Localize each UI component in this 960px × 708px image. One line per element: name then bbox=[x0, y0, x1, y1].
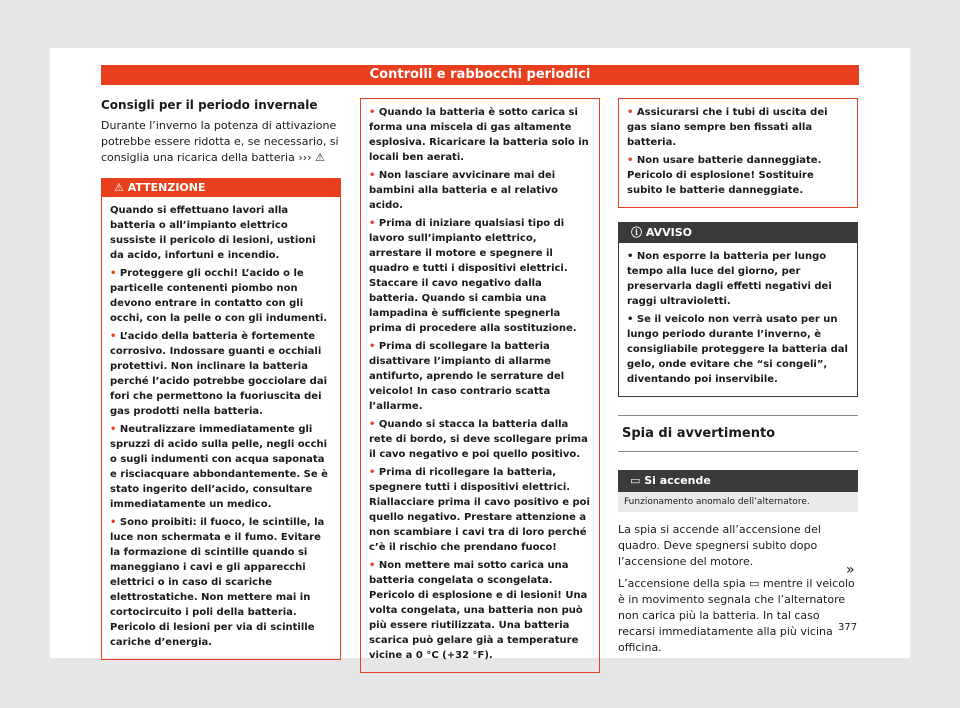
continue-arrow-icon: » bbox=[846, 562, 855, 578]
attenzione-intro: Quando si effettuano lavori alla batteria o all’impianto elettrico sussiste il pericolo di lesioni, ustioni da acido, infortuni e incendio. bbox=[110, 205, 316, 261]
info-icon: ⓘ bbox=[631, 226, 646, 239]
list-item: • Non mettere mai sotto carica una batteria congelata o scongelata. Pericolo di esplosione e di lesioni! Una volta congelata, una batteria non può più essere riutilizzata. Una batteria scarica può gelare già a temperature vicine a 0 °C (+32 °F). bbox=[369, 560, 588, 661]
attenzione-header: ⚠ ATTENZIONE bbox=[102, 179, 340, 197]
spia-text bbox=[618, 522, 858, 656]
bullet-icon: • bbox=[369, 560, 379, 571]
page-header: Controlli e rabbocchi periodici bbox=[101, 65, 859, 85]
bullet-icon: • bbox=[110, 268, 120, 279]
bullet-icon: • bbox=[369, 218, 379, 229]
bullet-icon: • bbox=[369, 467, 379, 478]
battery-icon: ▭ bbox=[630, 474, 645, 487]
list-item: • Assicurarsi che i tubi di uscita dei gas siano sempre ben fissati alla batteria. bbox=[627, 107, 828, 148]
list-item: • Quando la batteria è sotto carica si forma una miscela di gas altamente esplosiva. Ricaricare la batteria solo in locali ben aerati. bbox=[369, 107, 589, 163]
list-item: • Proteggere gli occhi! L’acido o le particelle contenenti piombo non devono entrare in contatto con gli occhi, con la pelle o con gli indumenti. bbox=[110, 268, 328, 324]
avviso-body bbox=[619, 243, 857, 396]
attenzione-body bbox=[102, 197, 340, 659]
bullet-icon: • bbox=[627, 314, 637, 325]
column-2 bbox=[360, 98, 600, 673]
bullet-icon: • bbox=[627, 107, 637, 118]
bullet-icon: • bbox=[369, 170, 379, 181]
list-item: • Non esporre la batteria per lungo tempo alla luce del giorno, per preservarla dagli effetti negativi dei raggi ultravioletti. bbox=[627, 251, 832, 307]
list-item: • Se il veicolo non verrà usato per un lungo periodo durante l’inverno, è consigliabile proteggere la batteria dal gelo, onde evitare che “si congeli”, diventando poi inservibile. bbox=[627, 314, 848, 385]
bullet-icon: • bbox=[369, 419, 379, 430]
bullet-icon: • bbox=[110, 331, 120, 342]
avviso-header: ⓘ AVVISO bbox=[619, 223, 857, 243]
bullet-icon: • bbox=[369, 107, 379, 118]
list-item: • Prima di ricollegare la batteria, spegnere tutti i dispositivi elettrici. Riallacciare prima il cavo positivo e poi quello negativo. Prestare attenzione a non scambiare i cavi tra di loro perché c’è il rischio che prendano fuoco! bbox=[369, 467, 590, 553]
list-item: • Quando si stacca la batteria dalla rete di bordo, si deve scollegare prima il cavo negativo e poi quello positivo. bbox=[369, 419, 588, 460]
bullet-icon: • bbox=[627, 155, 637, 166]
attenzione-end-box bbox=[618, 98, 858, 208]
bullet-icon: • bbox=[627, 251, 637, 262]
column-1 bbox=[101, 98, 341, 660]
attenzione-box bbox=[101, 178, 341, 660]
spia-bar: ▭ Si accende bbox=[618, 470, 858, 492]
list-item: • L’acido della batteria è fortemente corrosivo. Indossare guanti e occhiali protettivi. Non inclinare la batteria perché l’acido potrebbe gocciolare dai fori che permettono la fuoriuscita dei gas prodotti nella batteria. bbox=[110, 331, 328, 417]
column-3 bbox=[618, 98, 858, 662]
list-item: • Neutralizzare immediatamente gli spruzzi di acido sulla pelle, negli occhi o sugli indumenti con acqua saponata e risciacquare abbondantemente. Se è stato ingerito dell’acido, consultare immediatamente un medico. bbox=[110, 424, 328, 510]
warning-icon: ⚠ bbox=[114, 181, 128, 194]
paragraph: L’accensione della spia ▭ mentre il veicolo è in movimento segnala che l’alternatore non carica più la batteria. In tal caso recarsi immediatamente alla più vicina officina. bbox=[618, 577, 855, 654]
intro-text: Durante l’inverno la potenza di attivazione potrebbe essere ridotta e, se necessario, si consiglia una ricarica della batteria ››› ⚠ bbox=[101, 119, 339, 164]
list-item: • Prima di scollegare la batteria disattivare l’impianto di allarme antifurto, aprendo le serrature del veicolo! In caso contrario scatta l’allarme. bbox=[369, 341, 565, 412]
section-heading: Consigli per il periodo invernale bbox=[101, 98, 318, 112]
list-item: • Prima di iniziare qualsiasi tipo di lavoro sull’impianto elettrico, arrestare il motore e spegnere il quadro e tutti i dispositivi elettrici. Staccare il cavo negativo dalla batteria. Quando si cambia una lampadina è sufficiente spegnerla prima di procedere alla sostituzione. bbox=[369, 218, 577, 334]
list-item: • Non usare batterie danneggiate. Pericolo di esplosione! Sostituire subito le batterie danneggiate. bbox=[627, 155, 822, 196]
bullet-icon: • bbox=[110, 517, 120, 528]
spia-subtitle: Funzionamento anomalo dell’alternatore. bbox=[618, 492, 858, 512]
list-item: • Non lasciare avvicinare mai dei bambini alla batteria e al relativo acido. bbox=[369, 170, 559, 211]
spia-section-title: Spia di avvertimento bbox=[618, 415, 858, 452]
attenzione-continued-box bbox=[360, 98, 600, 673]
bullet-icon: • bbox=[369, 341, 379, 352]
page-number: 377 bbox=[838, 622, 858, 633]
list-item: • Sono proibiti: il fuoco, le scintille, la luce non schermata e il fumo. Evitare la formazione di scintille quando si maneggiano i cavi e gli apparecchi elettrici o in caso di scariche elettrostatiche. Non mettere mai in cortocircuito i poli della batteria. Pericolo di lesioni per via di scintille cariche d’energia. bbox=[110, 517, 325, 648]
bullet-icon: • bbox=[110, 424, 120, 435]
paragraph: La spia si accende all’accensione del quadro. Deve spegnersi subito dopo l’accensione del motore. bbox=[618, 523, 821, 568]
avviso-box bbox=[618, 222, 858, 397]
